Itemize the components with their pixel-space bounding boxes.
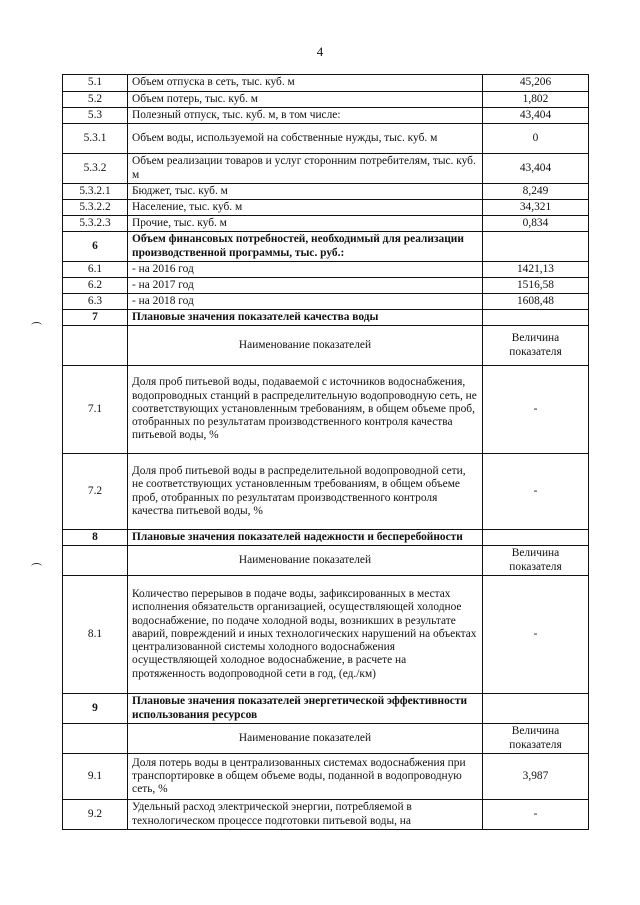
indicator-table: [62, 74, 589, 830]
row-value: 45,206: [483, 75, 589, 92]
section-title: Объем финансовых потребностей, необходимый для реализации производственной программы, тыс. руб.:: [128, 232, 483, 262]
row-number: 5.3.1: [63, 124, 128, 154]
row-description: Объем реализации товаров и услуг сторонним потребителям, тыс. куб. м: [128, 154, 483, 184]
row-description: Объем отпуска в сеть, тыс. куб. м: [128, 75, 483, 92]
row-description: Удельный расход электрической энергии, потребляемой в технологическом процессе подготовки питьевой воды, на: [128, 800, 483, 830]
row-number: 5.3.2.3: [63, 216, 128, 232]
page-number: 4: [316, 44, 324, 59]
table-row: [63, 262, 589, 278]
empty-cell: [63, 724, 128, 754]
table-row: [63, 200, 589, 216]
indicator-name-header: Наименование показателей: [128, 326, 483, 366]
row-description: Население, тыс. куб. м: [128, 200, 483, 216]
column-header-row: [63, 546, 589, 576]
table-row: [63, 454, 589, 530]
row-description: Полезный отпуск, тыс. куб. м, в том числе:: [128, 108, 483, 124]
row-value: 43,404: [483, 108, 589, 124]
section-title: Плановые значения показателей качества воды: [128, 310, 483, 326]
row-value: 8,249: [483, 184, 589, 200]
row-number: 5.1: [63, 75, 128, 92]
row-number: 5.3.2.2: [63, 200, 128, 216]
section-row: [63, 694, 589, 724]
table-row: [63, 294, 589, 310]
row-number: 5.3.2.1: [63, 184, 128, 200]
row-description: - на 2017 год: [128, 278, 483, 294]
section-row: [63, 530, 589, 546]
margin-mark: [31, 563, 42, 570]
table-row: [63, 366, 589, 454]
indicator-name-header: Наименование показателей: [128, 724, 483, 754]
table-row: [63, 800, 589, 830]
table-row: [63, 108, 589, 124]
row-number: 5.3.2: [63, 154, 128, 184]
section-title: Плановые значения показателей энергетической эффективности использования ресурсов: [128, 694, 483, 724]
indicator-value-header: Величина показателя: [483, 546, 589, 576]
row-number: 7.2: [63, 454, 128, 530]
row-description: Объем потерь, тыс. куб. м: [128, 92, 483, 108]
table-row: [63, 754, 589, 800]
row-description: Объем воды, используемой на собственные нужды, тыс. куб. м: [128, 124, 483, 154]
table-row: [63, 576, 589, 694]
row-description: - на 2016 год: [128, 262, 483, 278]
row-value: 34,321: [483, 200, 589, 216]
section-number: 8: [63, 530, 128, 546]
indicator-value-header: Величина показателя: [483, 724, 589, 754]
row-number: 6.3: [63, 294, 128, 310]
row-value: -: [483, 366, 589, 454]
section-number: 9: [63, 694, 128, 724]
indicator-name-header: Наименование показателей: [128, 546, 483, 576]
column-header-row: [63, 326, 589, 366]
empty-cell: [63, 546, 128, 576]
row-value: -: [483, 576, 589, 694]
indicator-value-header: Величина показателя: [483, 326, 589, 366]
section-title: Плановые значения показателей надежности и бесперебойности: [128, 530, 483, 546]
row-description: Количество перерывов в подаче воды, зафиксированных в местах исполнения обязательств организацией, осуществляющей холодное водоснабжение, по подаче холодной воды, возникших в результате аварий, повреждений и иных технологических нарушений на объектах централизованной системы холодного водоснабжения осуществляющей холодное водоснабжение, в расчете на протяженность водопроводной сети в год, (ед./км): [128, 576, 483, 694]
row-value: -: [483, 800, 589, 830]
row-value: -: [483, 454, 589, 530]
row-value: 1,802: [483, 92, 589, 108]
row-number: 6.1: [63, 262, 128, 278]
row-description: Доля проб питьевой воды, подаваемой с источников водоснабжения, водопроводных станций в распределительную водопроводную сеть, не соответствующих установленным требованиям, в общем объеме проб, отобранных по результатам производственного контроля качества питьевой воды, %: [128, 366, 483, 454]
section-row: [63, 232, 589, 262]
row-description: Бюджет, тыс. куб. м: [128, 184, 483, 200]
row-number: 5.3: [63, 108, 128, 124]
row-value: 0,834: [483, 216, 589, 232]
section-number: 7: [63, 310, 128, 326]
table-row: [63, 75, 589, 92]
row-value: 1608,48: [483, 294, 589, 310]
empty-cell: [483, 530, 589, 546]
row-value: 1421,13: [483, 262, 589, 278]
empty-cell: [63, 326, 128, 366]
empty-cell: [483, 694, 589, 724]
section-number: 6: [63, 232, 128, 262]
margin-mark: [31, 322, 42, 329]
row-number: 7.1: [63, 366, 128, 454]
table-row: [63, 124, 589, 154]
empty-cell: [483, 232, 589, 262]
row-number: 6.2: [63, 278, 128, 294]
section-row: [63, 310, 589, 326]
column-header-row: [63, 724, 589, 754]
row-value: 0: [483, 124, 589, 154]
row-value: 43,404: [483, 154, 589, 184]
table-row: [63, 154, 589, 184]
row-number: 8.1: [63, 576, 128, 694]
table-row: [63, 216, 589, 232]
row-number: 5.2: [63, 92, 128, 108]
empty-cell: [483, 310, 589, 326]
row-description: Доля проб питьевой воды в распределительной водопроводной сети, не соответствующих установленным требованиям, в общем объеме проб, отобранных по результатам производственного контроля качества питьевой воды, %: [128, 454, 483, 530]
row-number: 9.1: [63, 754, 128, 800]
row-value: 1516,58: [483, 278, 589, 294]
row-value: 3,987: [483, 754, 589, 800]
row-description: Прочие, тыс. куб. м: [128, 216, 483, 232]
row-number: 9.2: [63, 800, 128, 830]
table-row: [63, 184, 589, 200]
row-description: Доля потерь воды в централизованных системах водоснабжения при транспортировке в общем объеме воды, поданной в водопроводную сеть, %: [128, 754, 483, 800]
row-description: - на 2018 год: [128, 294, 483, 310]
table-row: [63, 278, 589, 294]
table-row: [63, 92, 589, 108]
